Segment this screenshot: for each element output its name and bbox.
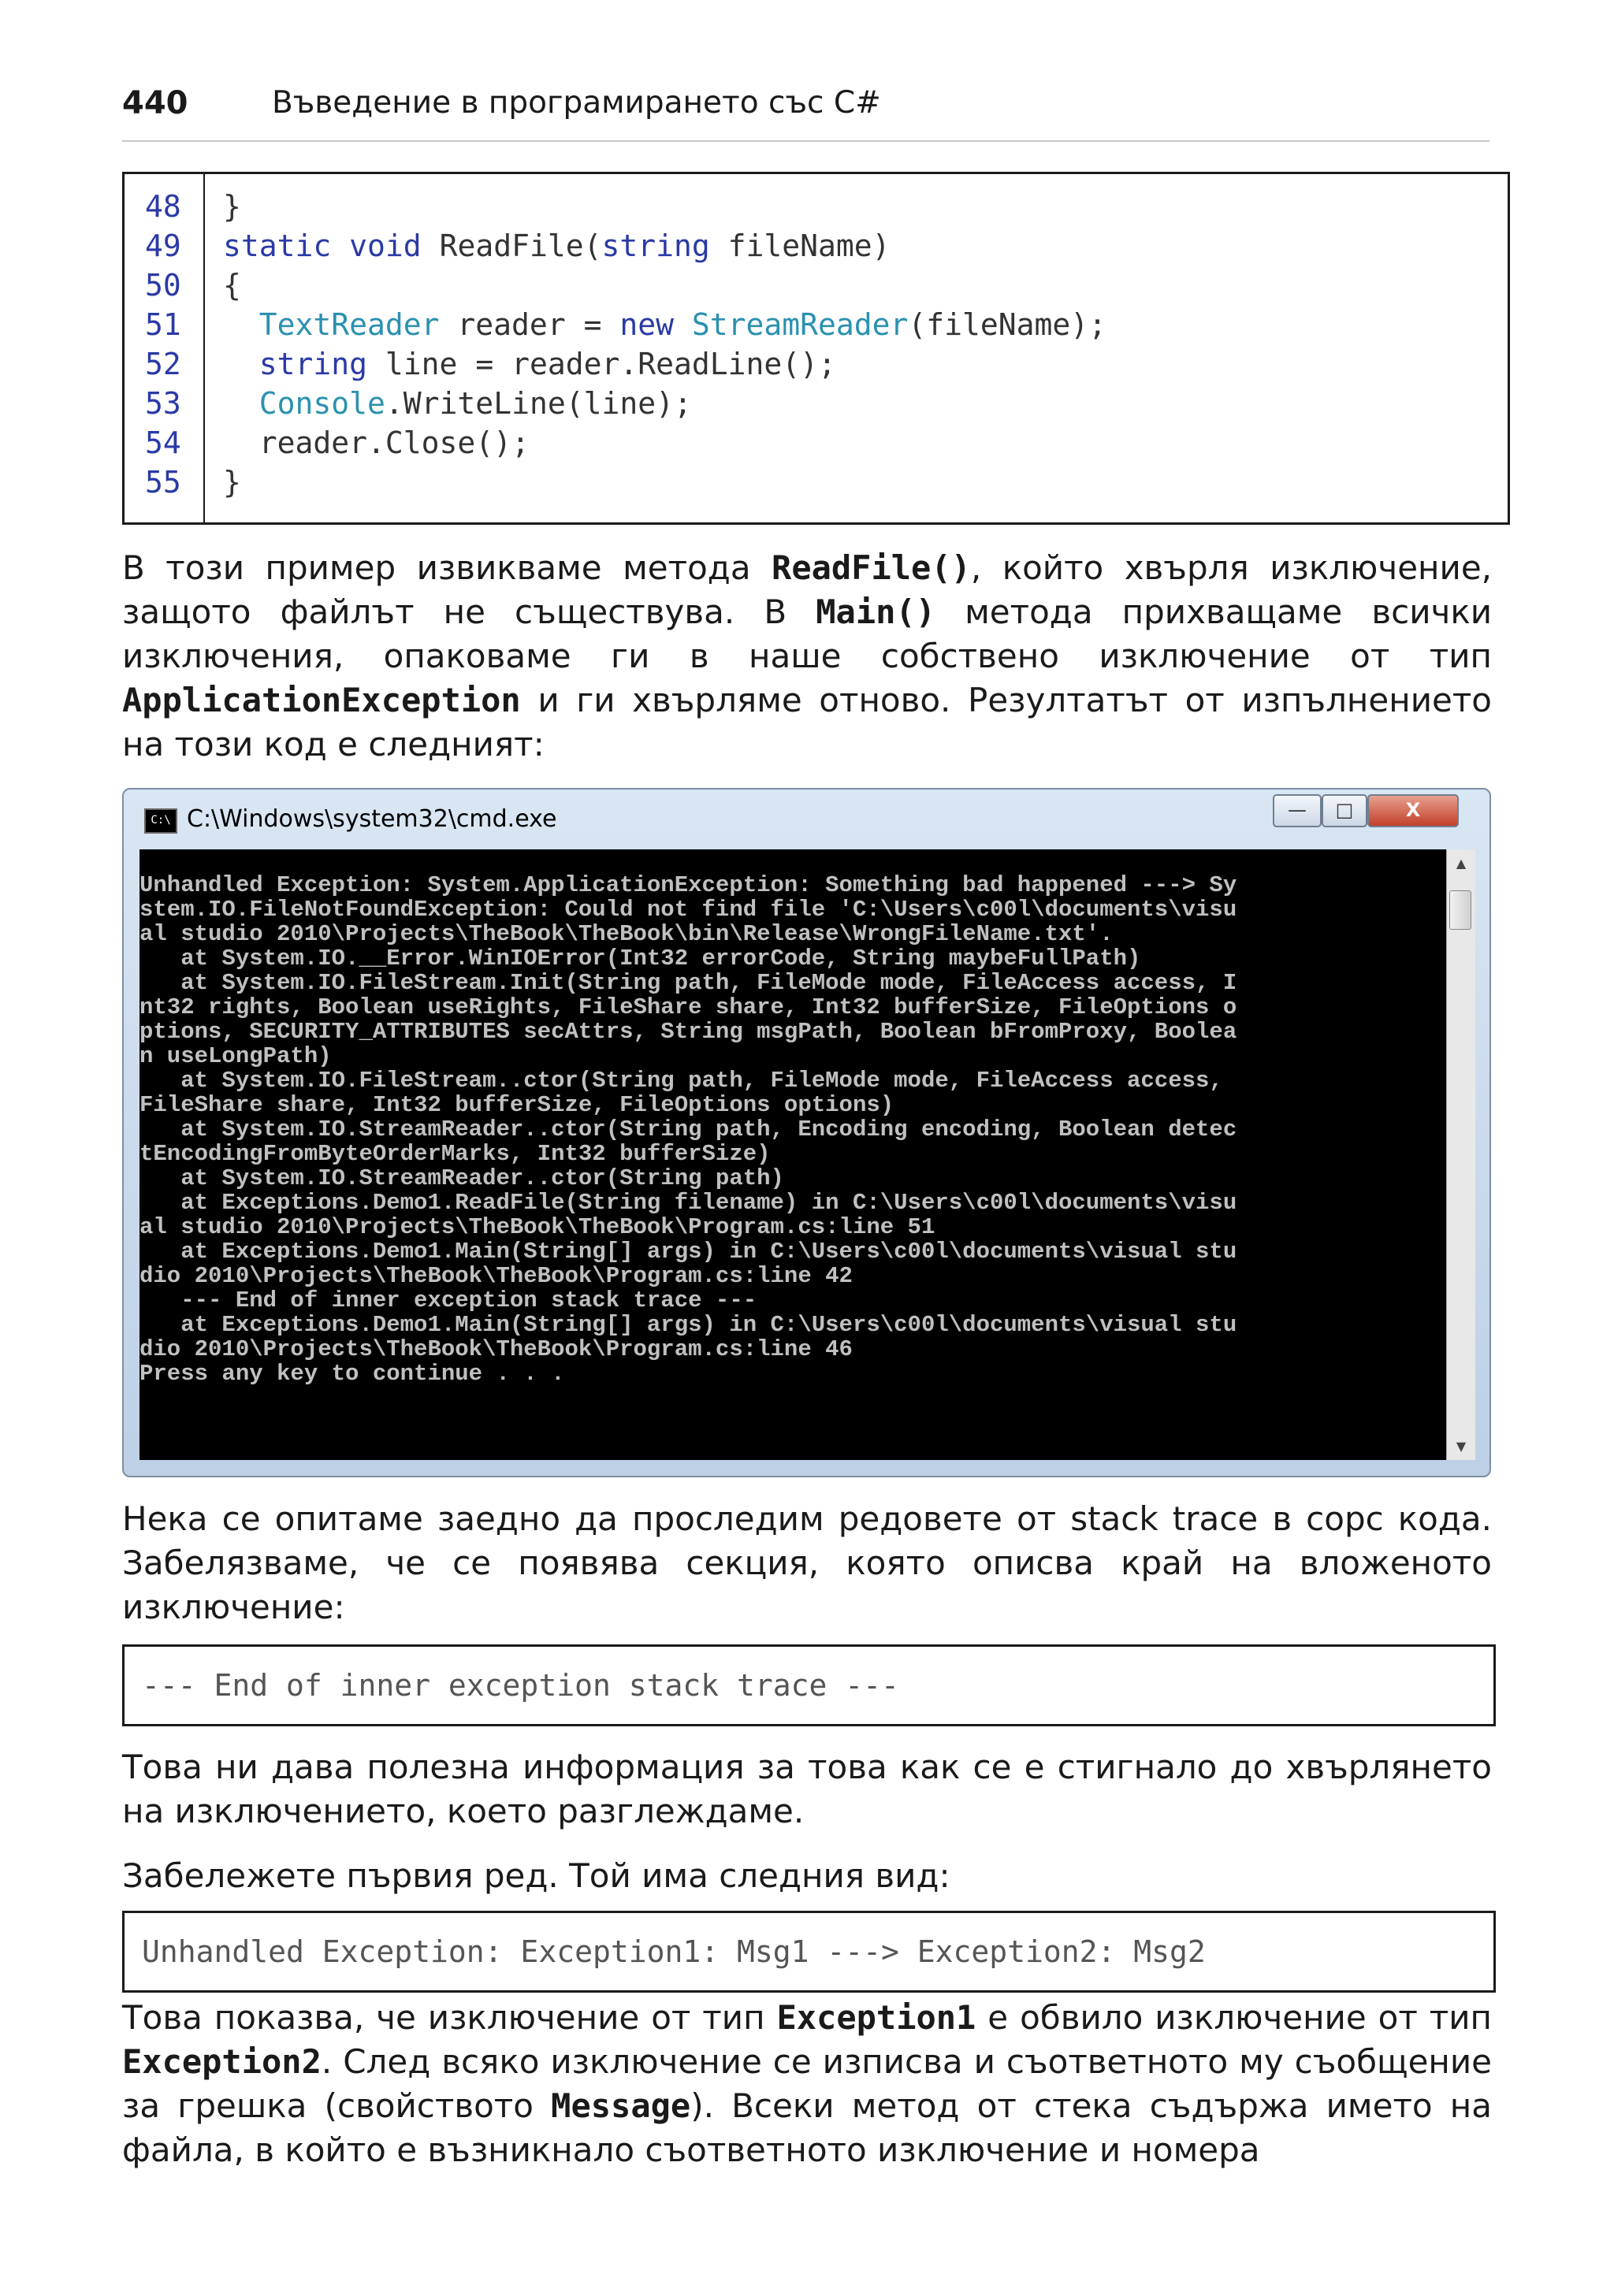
code-line xyxy=(223,305,1106,344)
code-text: } xyxy=(223,465,241,500)
line-number: 54 xyxy=(145,425,181,460)
text: Забележете първия ред. Той има следния вид: xyxy=(122,1856,950,1895)
code-text: line = reader.ReadLine(); xyxy=(367,347,836,381)
inline-code: Main() xyxy=(816,593,935,631)
code-line xyxy=(223,266,241,305)
inline-code: Message xyxy=(551,2086,691,2125)
code-text: reader = xyxy=(439,307,620,342)
vertical-scrollbar[interactable] xyxy=(1446,849,1475,1460)
code-keyword: void xyxy=(349,228,422,263)
code-type: Console xyxy=(258,386,385,421)
text: Това ни дава полезна информация за това как се е стигнало до хвърлянето на изключението, което разглеждаме. xyxy=(122,1748,1492,1830)
paragraph-intro xyxy=(122,546,1492,767)
console-output: Unhandled Exception: System.ApplicationException: Something bad happened ---> Sy stem.IO.FileNotFoundException: Could not find file 'C:\Users\c00l\documents\visu al studio 2010\Projects\TheBook\TheBook\bin\Release\WrongFileName.txt'. at System.IO.__Error.WinIOError(Int32 errorCode, String maybeFullPath) at System.IO.FileStream.Init(String path, FileMode mode, FileAccess access, I nt32 rights, Boolean useRights, FileShare share, Int32 bufferSize, FileOptions o ptions, SECURITY_ATTRIBUTES secAttrs, String msgPath, Boolean bFromProxy, Boolea n useLongPath) at System.IO.FileStream..ctor(String path, FileMode mode, FileAccess access, FileShare share, Int32 bufferSize, FileOptions options) at System.IO.StreamReader..ctor(String path, Encoding encoding, Boolean detec tEncodingFromByteOrderMarks, Int32 bufferSize) at System.IO.StreamReader..ctor(String path) at Exceptions.Demo1.ReadFile(String filename) in C:\Users\c00l\documents\visu al studio 2010\Projects\TheBook\TheBook\Program.cs:line 51 at Exceptions.Demo1.Main(String[] args) in C:\Users\c00l\documents\visual stu dio 2010\Projects\TheBook\TheBook\Program.cs:line 42 --- End of inner exception stack trace --- at Exceptions.Demo1.Main(String[] args) in C:\Users\c00l\documents\visual stu dio 2010\Projects\TheBook\TheBook\Program.cs:line 46 Press any key to continue . . . xyxy=(139,872,1237,1387)
code-text: ReadFile( xyxy=(421,228,602,263)
line-number: 50 xyxy=(145,268,181,303)
inline-code: ReadFile() xyxy=(772,548,971,587)
code-type: StreamReader xyxy=(691,307,909,342)
maximize-button[interactable]: □ xyxy=(1322,794,1367,827)
line-number: 52 xyxy=(145,347,181,381)
paragraph-useful-info xyxy=(122,1745,1492,1833)
console-window xyxy=(122,788,1491,1477)
paragraph-explanation xyxy=(122,1996,1492,2172)
code-line xyxy=(223,384,692,423)
window-title: C:\Windows\system32\cmd.exe xyxy=(187,805,557,833)
code-line xyxy=(223,187,241,226)
paragraph-first-line xyxy=(122,1854,1492,1898)
scroll-down-icon[interactable]: ▼ xyxy=(1456,1439,1467,1454)
text: Това показва, че изключение от тип xyxy=(122,1998,777,2037)
code-keyword: string xyxy=(601,228,710,263)
code-text: .WriteLine(line); xyxy=(385,386,692,421)
page-header xyxy=(122,79,1489,142)
code-text xyxy=(223,386,259,421)
line-number: 48 xyxy=(145,189,181,224)
page-number: 440 xyxy=(122,85,188,121)
code-line xyxy=(223,344,836,384)
paragraph-stack-trace xyxy=(122,1497,1492,1629)
inline-code: Exception1 xyxy=(776,1998,976,2037)
console-output-area xyxy=(139,849,1446,1460)
code-listing xyxy=(122,172,1510,525)
code-text: fileName) xyxy=(709,228,891,263)
text: ). Всеки метод от стека съдържа името на файла, в който е възникнало съответното изключение и номера xyxy=(122,2086,1493,2169)
text: Нека се опитаме заедно да проследим редовете от stack trace в сорс кода. Забелязваме, че се появява секция, която описва край на вложеното изключение: xyxy=(122,1499,1492,1626)
scroll-up-icon[interactable]: ▲ xyxy=(1456,856,1467,871)
code-keyword: string xyxy=(258,347,368,381)
console-app-icon: C:\ xyxy=(144,808,177,834)
scrollbar-thumb[interactable] xyxy=(1449,890,1471,930)
code-inner-trace: --- End of inner exception stack trace --- xyxy=(122,1644,1496,1726)
text: . След всяко изключение се изписва и съответното му съобщение за грешка (свойството xyxy=(122,2042,1492,2125)
line-number: 55 xyxy=(145,465,181,500)
minimize-button[interactable]: — xyxy=(1273,794,1322,827)
text: , който хвърля изключение, защото файлът не съществува. В xyxy=(122,548,1493,631)
code-text xyxy=(223,307,259,342)
code-keyword: static xyxy=(223,228,332,263)
line-number: 51 xyxy=(145,307,181,342)
code-text xyxy=(674,307,692,342)
code-text: (fileName); xyxy=(908,307,1107,342)
close-button[interactable]: X xyxy=(1367,794,1459,827)
line-number: 49 xyxy=(145,228,181,263)
code-line xyxy=(223,463,241,502)
code-type: TextReader xyxy=(258,307,440,342)
line-number-gutter xyxy=(125,174,205,522)
text: В този пример извикваме метода xyxy=(122,548,772,587)
code-text xyxy=(331,228,349,263)
code-unhandled-exception: Unhandled Exception: Exception1: Msg1 ---> Exception2: Msg2 xyxy=(122,1911,1496,1993)
text: е обвило изключение от тип xyxy=(976,1998,1492,2037)
code-text: reader.Close(); xyxy=(223,425,530,460)
code-text: { xyxy=(223,268,241,303)
text: метода прихващаме всички изключения, опаковаме ги в наше собствено изключение от тип xyxy=(122,593,1492,675)
code-line xyxy=(223,226,891,266)
code-text: } xyxy=(223,189,241,224)
line-number: 53 xyxy=(145,386,181,421)
inline-code: Exception2 xyxy=(122,2042,322,2081)
code-line xyxy=(223,423,530,463)
book-title: Въведение в програмирането със C# xyxy=(272,85,881,121)
code-text xyxy=(223,347,259,381)
inline-code: ApplicationException xyxy=(122,681,521,719)
code-keyword: new xyxy=(619,307,674,342)
text: и ги хвърляме отново. Резултатът от изпълнението на този код е следният: xyxy=(122,681,1492,763)
